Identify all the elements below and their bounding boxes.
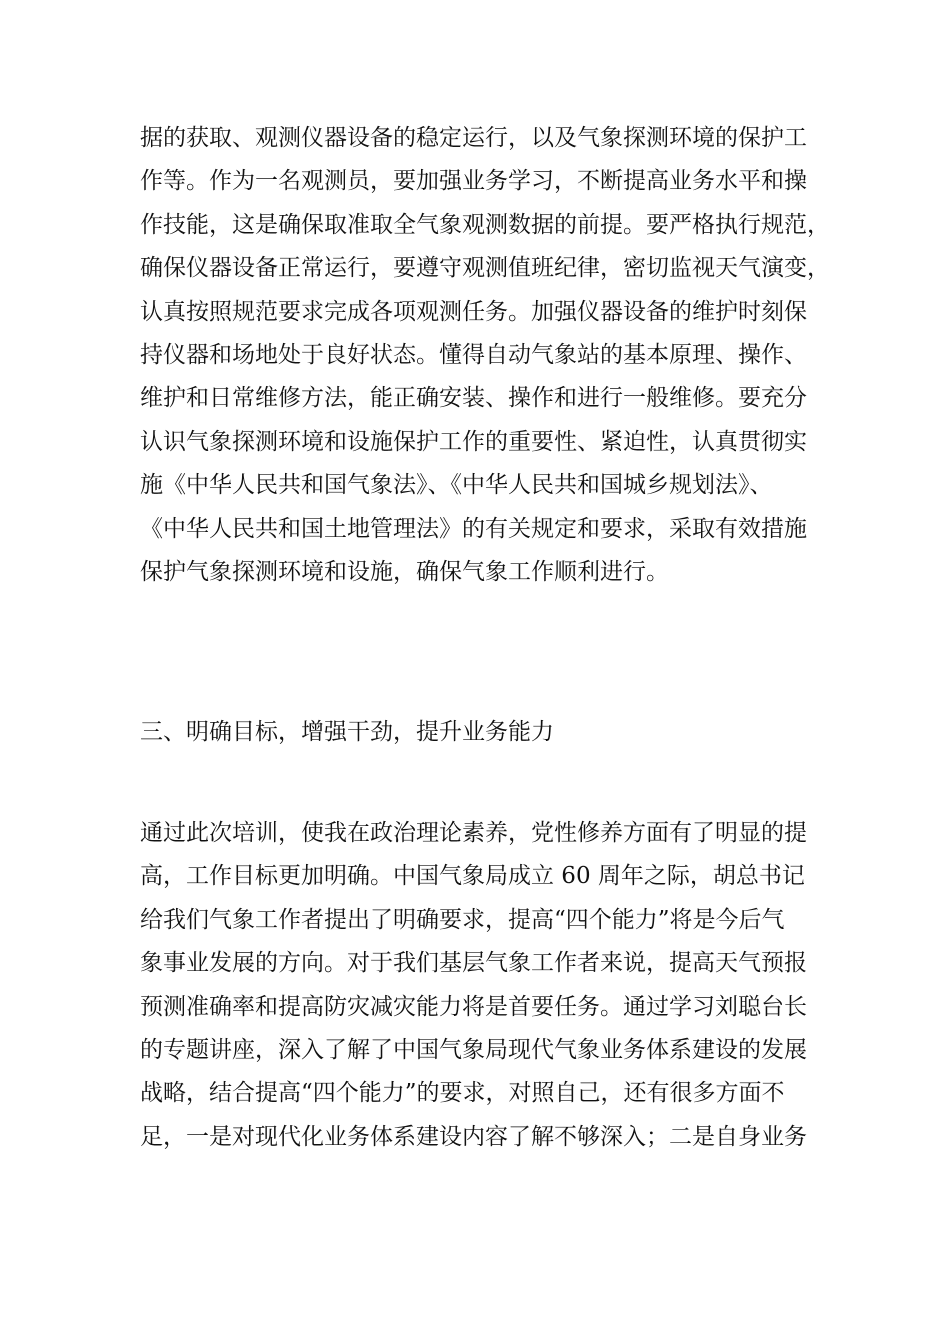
text-line: 高，工作目标更加明确。中国气象局成立 60 周年之际，胡总书记 bbox=[140, 863, 805, 890]
text-line: 足，一是对现代化业务体系建设内容了解不够深入；二是自身业务 bbox=[140, 1123, 807, 1150]
text-line: 的专题讲座，深入了解了中国气象局现代气象业务体系建设的发展 bbox=[140, 1036, 807, 1063]
text-line: 据的获取、观测仪器设备的稳定运行，以及气象探测环境的保护工 bbox=[140, 125, 807, 151]
text-line: 作等。作为一名观测员，要加强业务学习，不断提高业务水平和操 bbox=[140, 168, 807, 195]
paragraph-training-outcomes bbox=[140, 812, 830, 1159]
text-line: 持仪器和场地处于良好状态。懂得自动气象站的基本原理、操作、 bbox=[140, 341, 807, 368]
text-line: 施《中华人民共和国气象法》、《中华人民共和国城乡规划法》、 bbox=[140, 472, 773, 499]
text-line: 战略，结合提高“四个能力”的要求，对照自己，还有很多方面不 bbox=[140, 1080, 785, 1107]
text-line: 预测准确率和提高防灾减灾能力将是首要任务。通过学习刘聪台长 bbox=[140, 993, 807, 1020]
text-line: 象事业发展的方向。对于我们基层气象工作者来说，提高天气预报 bbox=[140, 950, 807, 977]
text-line: 《中华人民共和国土地管理法》的有关规定和要求，采取有效措施 bbox=[140, 515, 807, 542]
text-line: 认真按照规范要求完成各项观测任务。加强仪器设备的维护时刻保 bbox=[140, 298, 807, 325]
section-heading-3 bbox=[140, 711, 830, 754]
paragraph-observation-duties bbox=[140, 117, 830, 594]
text-line: 认识气象探测环境和设施保护工作的重要性、紧迫性，认真贯彻实 bbox=[140, 428, 807, 455]
text-line: 确保仪器设备正常运行，要遵守观测值班纪律，密切监视天气演变， bbox=[140, 255, 830, 282]
text-line: 给我们气象工作者提出了明确要求，提高“四个能力”将是今后气 bbox=[140, 906, 785, 933]
text-line: 维护和日常维修方法，能正确安装、操作和进行一般维修。要充分 bbox=[140, 385, 807, 412]
text-line: 保护气象探测环境和设施，确保气象工作顺利进行。 bbox=[140, 558, 669, 585]
text-line: 作技能，这是确保取准取全气象观测数据的前提。要严格执行规范， bbox=[140, 211, 830, 238]
heading-text: 三、明确目标，增强干劲，提升业务能力 bbox=[140, 719, 554, 745]
text-line: 通过此次培训，使我在政治理论素养，党性修养方面有了明显的提 bbox=[140, 820, 807, 846]
